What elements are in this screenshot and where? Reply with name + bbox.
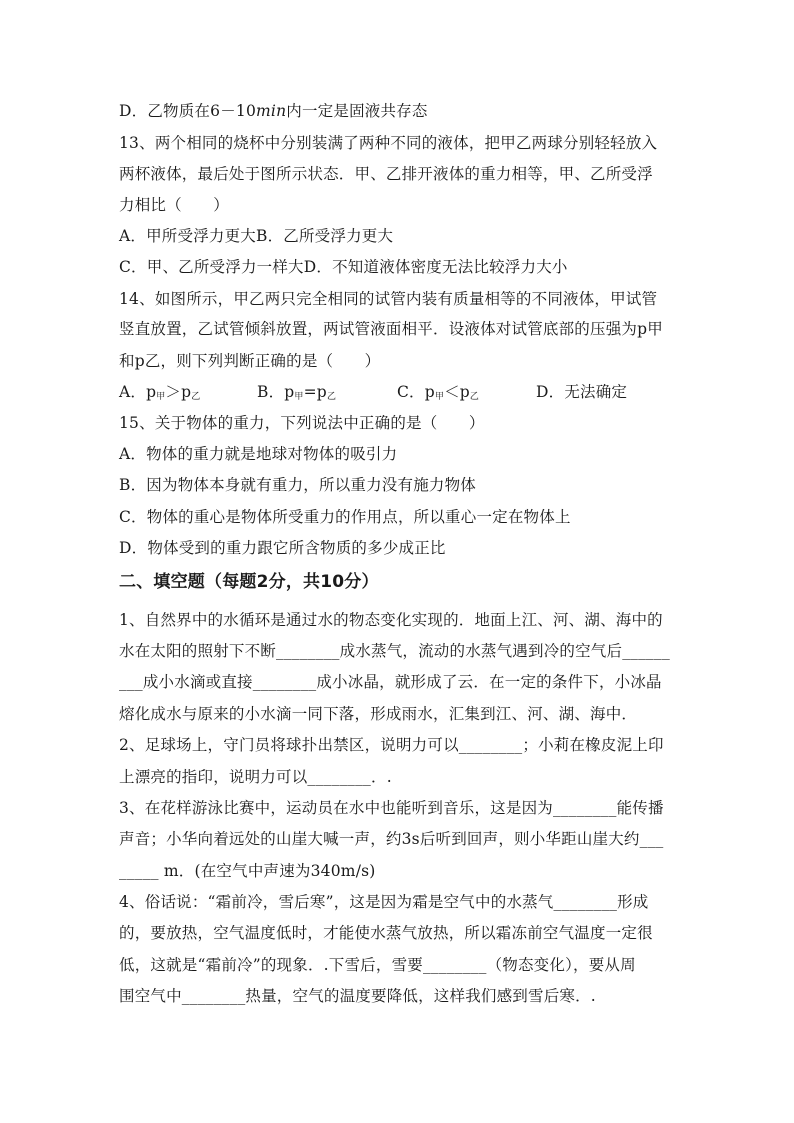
fill3-line1: 3、在花样游泳比赛中，运动员在水中也能听到音乐，这是因为________能传播 [119,799,664,817]
q12-option-d-prefix: D．乙物质在 [119,102,211,120]
section-heading-fill-in: 二、填空题（每题2分，共10分） [119,572,379,592]
q14-option-b-sub1: 甲 [294,392,304,402]
q12-option-d-unit: min [256,102,287,120]
q13-stem-line1: 13、两个相同的烧杯中分别装满了两种不同的液体，把甲乙两球分别轻轻放入 [119,134,658,152]
q14-option-a-mid: ＞p [165,383,192,401]
fill3-line3: _____ m．(在空气中声速为340m/s) [119,862,376,880]
q15-stem: 15、关于物体的重力，下列说法中正确的是（ ） [119,414,485,432]
fill4-line3: 低，这就是“霜前冷”的现象．.下雪后，雪要________（物态变化），要从周 [119,956,636,974]
q14-option-d: D．无法确定 [536,383,628,401]
fill4-line1: 4、俗话说：“霜前冷，雪后寒”，这是因为霜是空气中的水蒸气________形成 [119,893,649,911]
fill4-line4: 围空气中________热量，空气的温度要降低，这样我们感到雪后寒．. [119,987,596,1005]
q15-option-a: A．物体的重力就是地球对物体的吸引力 [119,445,398,463]
q14-option-b [257,381,336,408]
q12-option-d [119,100,428,122]
fill1-line3: ___成小水滴或直接________成小冰晶，就形成了云．在一定的条件下，小冰晶 [119,673,662,691]
q14-option-b-sub2: 乙 [326,392,337,402]
fill1-line4: 熔化成水与原来的小水滴一同下落，形成雨水，汇集到江、河、湖、海中． [119,705,638,723]
fill4-line2: 的，要放热，空气温度低时，才能使水蒸气放热，所以霜冻前空气温度一定很 [119,924,653,942]
q14-option-b-mid: =p [303,383,327,401]
q14-option-a [119,381,200,408]
q14-option-c-sub2: 乙 [469,392,480,402]
q14-option-c [397,381,479,408]
q15-option-d: D．物体受到的重力跟它所含物质的多少成正比 [119,539,446,557]
q15-option-c: C．物体的重心是物体所受重力的作用点，所以重心一定在物体上 [119,508,571,526]
q14-stem-line2: 竖直放置，乙试管倾斜放置，两试管液面相平．设液体对试管底部的压强为p甲 [119,320,663,338]
q15-option-b: B．因为物体本身就有重力，所以重力没有施力物体 [119,476,476,494]
q14-stem-line1: 14、如图所示，甲乙两只完全相同的试管内装有质量相等的不同液体，甲试管 [119,290,658,308]
q14-option-a-sub2: 乙 [191,392,201,402]
q12-option-d-suffix: 内一定是固液共存态 [286,102,428,120]
fill2-line2: 上漂亮的指印，说明力可以________．. [119,768,392,786]
q14-option-a-sub1: 甲 [156,392,166,402]
q14-stem-line3: 和p乙，则下列判断正确的是（ ） [119,352,381,370]
q14-option-c-mid: ＜p [444,383,470,401]
q14-option-c-sub1: 甲 [434,392,445,402]
q13-stem-line3: 力相比（ ） [119,196,229,214]
fill3-line2: 声音；小华向着远处的山崖大喊一声，约3s后听到回声，则小华距山崖大约___ [119,830,664,848]
q13-stem-line2: 两杯液体，最后处于图所示状态．甲、乙排开液体的重力相等，甲、乙所受浮 [119,165,653,183]
fill1-line2: 水在太阳的照射下不断________成水蒸气，流动的水蒸气遇到冷的空气后______ [119,642,670,660]
q13-options-cd: C．甲、乙所受浮力一样大D．不知道液体密度无法比较浮力大小 [119,258,568,276]
fill1-line1: 1、自然界中的水循环是通过水的物态变化实现的．地面上江、河、湖、海中的 [119,611,663,629]
q13-options-ab: A．甲所受浮力更大B．乙所受浮力更大 [119,227,394,245]
fill2-line1: 2、足球场上，守门员将球扑出禁区，说明力可以________；小莉在橡皮泥上印 [119,736,664,754]
q14-option-c-pre: C．p [397,383,435,401]
q14-option-b-pre: B．p [257,383,295,401]
q12-option-d-range: 6－10 [210,102,257,120]
q14-option-a-pre: A．p [119,383,157,401]
